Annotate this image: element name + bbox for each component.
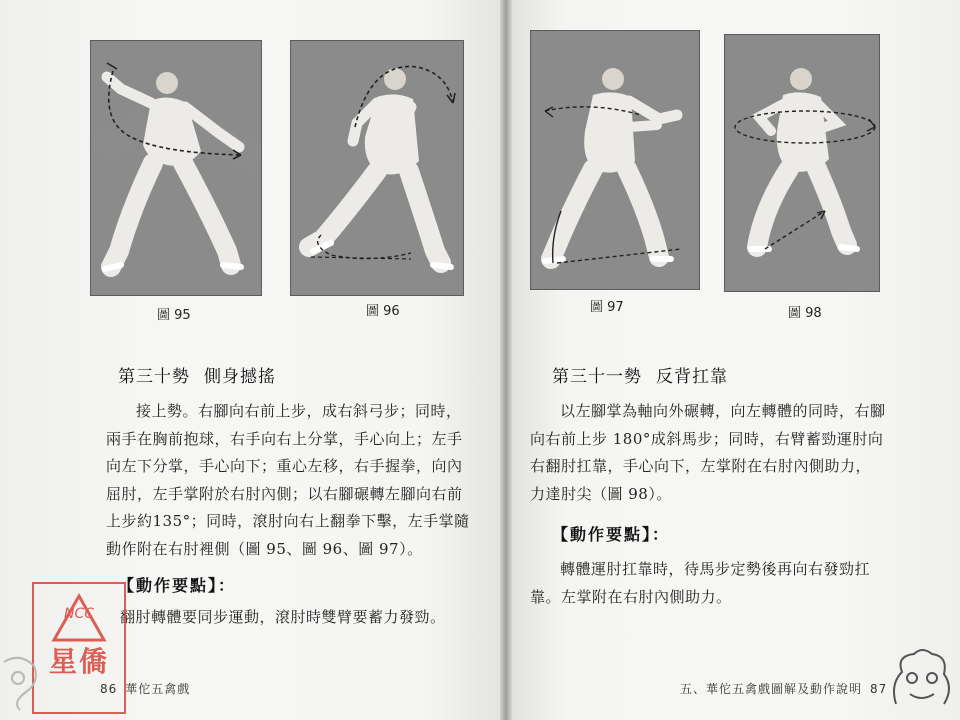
key-points-heading-left: 【動作要點】： [118,576,237,595]
caption-figure-95: 圖 95 [157,308,191,323]
key-points-text-right: 轉體運肘扛靠時，待馬步定勢後再向右發勁扛靠。左掌附在右肘內側助力。 [530,560,871,606]
photo-figure-96 [290,40,464,296]
section-name: 反背扛靠 [656,367,728,387]
section-number: 第三十勢 [118,367,190,387]
book-title: 華佗五禽戲 [125,682,191,696]
photo-figure-95 [90,40,262,296]
ornament-left-icon [0,652,40,712]
key-points-text-left: 翻肘轉體要同步運動，滾肘時雙臂要蓄力發勁。 [120,608,446,626]
right-page [512,0,960,720]
caption-figure-96: 圖 96 [366,304,400,319]
section-name: 側身撼搖 [204,367,276,387]
book-gutter [500,0,512,720]
body-paragraph-left: 接上勢。右腳向右前上步，成右斜弓步；同時，兩手在胸前抱球，右手向右上分掌，手心向上；左手向左下分掌，手心向下；重心左移，右手握拳，向內屈肘，左手掌附於右肘內側；以右腳碾轉左腳向右前上步約135°；同時，滾肘向右上翻拳下擊，左手掌隨動作附在右肘裡側（圖 95、圖 96、圖 97）。 [106,402,470,558]
photo-figure-97 [530,30,700,290]
photo-figure-98 [724,34,880,292]
watermark-stamp [32,582,126,714]
watermark-code: NCC [63,606,95,622]
caption-figure-98: 圖 98 [788,306,822,321]
caption-figure-97: 圖 97 [590,300,624,315]
ornament-right-icon [886,644,956,714]
chapter-title: 五、華佗五禽戲圖解及動作說明 [680,682,863,696]
page-number-left: 86 [100,682,118,696]
section-title-30 [118,362,276,387]
key-points-heading-right: 【動作要點】： [552,525,671,544]
footer-right [680,680,887,697]
section-title-31 [552,362,728,387]
body-paragraph-right: 以左腳掌為軸向外碾轉，向左轉體的同時，右腳向右前上步 180°成斜馬步；同時，右臂蓄勁運肘向右翻肘扛靠，手心向下，左掌附在右肘內側助力，力達肘尖（圖 98）。 [530,402,886,503]
watermark-name: 星僑 [48,645,109,678]
section-number: 第三十一勢 [552,367,642,387]
page-number-right: 87 [870,682,888,696]
